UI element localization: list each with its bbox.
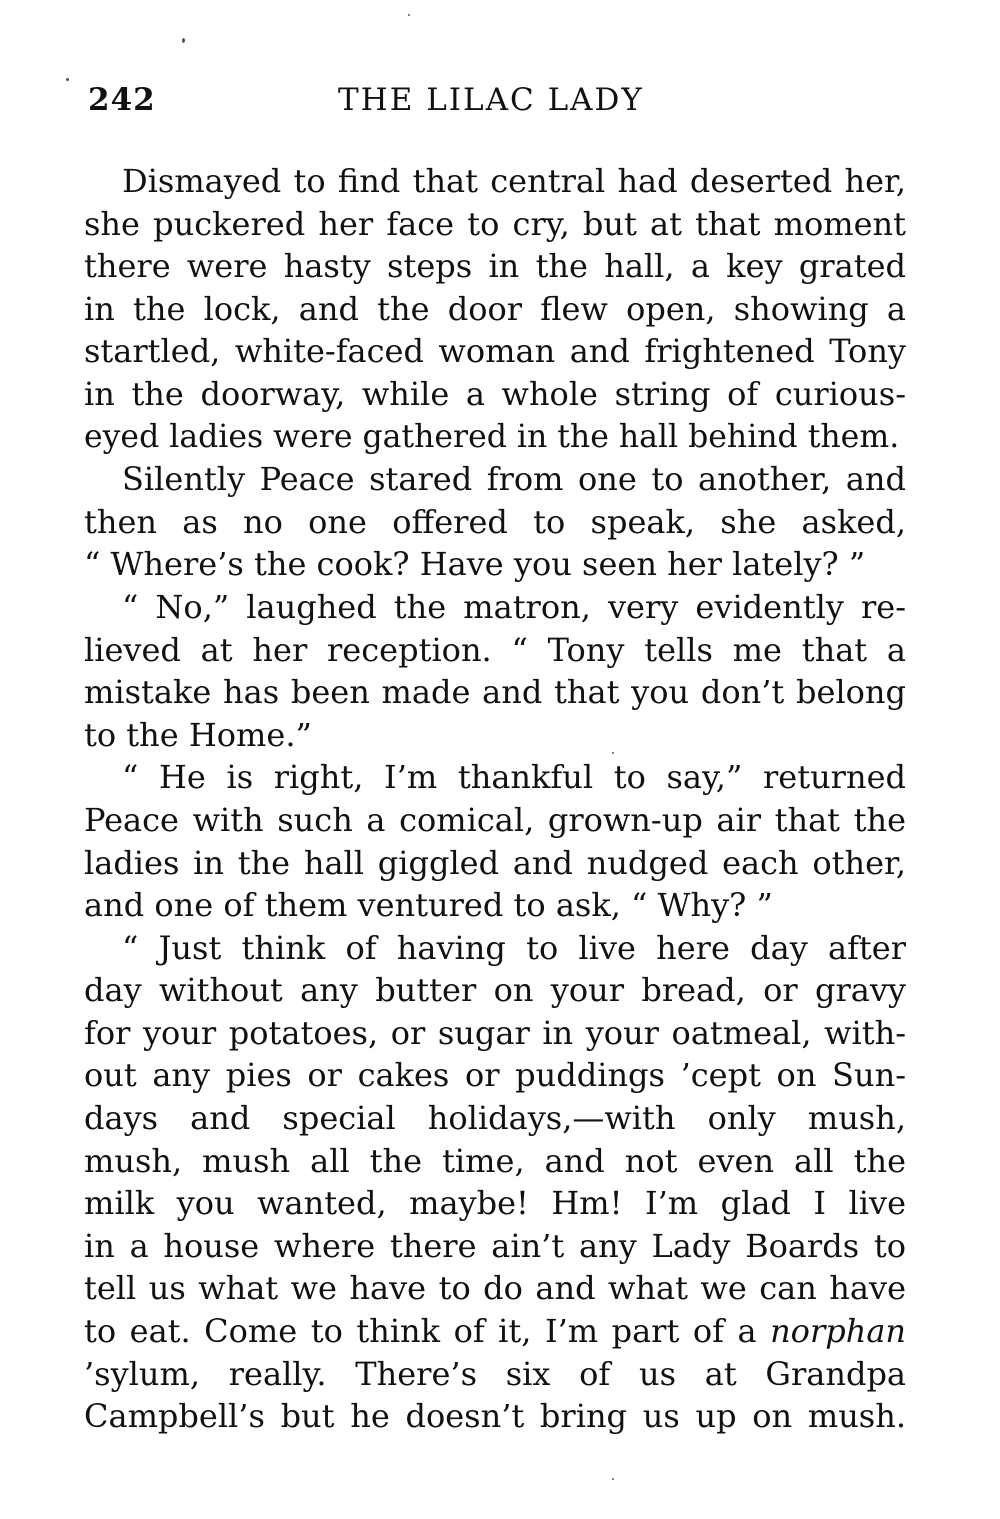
- text-line: [84, 1225, 906, 1268]
- text-line-content: “ Just think of having to live here day after: [122, 928, 906, 967]
- text-line: [84, 1097, 906, 1140]
- text-line: [84, 203, 906, 246]
- text-line-content: Campbell’s but he doesn’t bring us up on mush.: [84, 1397, 906, 1436]
- text-line-content: for your potatoes, or sugar in your oatmeal, with-: [84, 1013, 906, 1052]
- body-text: [84, 160, 906, 1438]
- text-line-content: ladies in the hall giggled and nudged each other,: [84, 843, 906, 882]
- text-line: [84, 969, 906, 1012]
- text-line-content: “ He is right, I’m thankful to say,” returned: [122, 758, 906, 797]
- text-line: [84, 756, 906, 799]
- text-line-content: tell us what we have to do and what we can have: [84, 1269, 906, 1308]
- text-line: [84, 160, 906, 203]
- text-line-content: “ Where’s the cook? Have you seen her lately? ”: [84, 545, 866, 584]
- text-line: [84, 330, 906, 373]
- text-line: [84, 671, 906, 714]
- text-line-content: Silently Peace stared from one to another, and: [122, 460, 906, 499]
- text-line-content: ’sylum, really. There’s six of us at Grandpa: [84, 1354, 906, 1393]
- text-line-content: day without any butter on your bread, or gravy: [84, 971, 906, 1010]
- italic-word: norphan: [770, 1312, 906, 1351]
- text-line-content: in the doorway, while a whole string of curious-: [84, 374, 906, 413]
- text-line: [84, 1353, 906, 1396]
- text-line: [84, 416, 906, 459]
- text-line-content: she puckered her face to cry, but at that moment: [84, 204, 906, 243]
- text-line: [84, 714, 906, 757]
- text-line-content: startled, white-faced woman and frightened Tony: [84, 332, 906, 371]
- text-line: [84, 543, 906, 586]
- text-line: [84, 501, 906, 544]
- print-speck: [612, 752, 614, 754]
- text-line: [84, 629, 906, 672]
- page-header: [88, 82, 908, 132]
- text-line-content: to the Home.”: [84, 715, 312, 754]
- text-line-content: then as no one offered to speak, she asked,: [84, 502, 906, 541]
- text-line: [84, 1267, 906, 1310]
- text-line-content: out any pies or cakes or puddings ’cept on Sun-: [84, 1056, 906, 1095]
- text-line-content: “ No,” laughed the matron, very evidently re-: [122, 587, 906, 626]
- text-line: [84, 245, 906, 288]
- text-line-content: in the lock, and the door flew open, showing a: [84, 289, 906, 328]
- text-line-content: Dismayed to find that central had deserted her,: [122, 162, 906, 200]
- text-line-content: milk you wanted, maybe! Hm! I’m glad I live: [84, 1184, 906, 1223]
- text-line-content: to eat. Come to think of it, I’m part of a: [84, 1312, 757, 1351]
- text-line: [84, 927, 906, 970]
- text-line-content: there were hasty steps in the hall, a key grated: [84, 247, 906, 286]
- text-line-content: Peace with such a comical, grown-up air that the: [84, 800, 906, 839]
- running-title: THE LILAC LADY: [338, 82, 644, 118]
- text-line: [84, 799, 906, 842]
- text-line-content: eyed ladies were gathered in the hall behind them.: [84, 418, 900, 455]
- text-line-content: days and special holidays,—with only mush,: [84, 1099, 906, 1138]
- text-line-content: in a house where there ain’t any Lady Boards to: [84, 1226, 906, 1265]
- text-line: [84, 1012, 906, 1055]
- print-speck: [66, 78, 69, 81]
- print-speck: [182, 38, 185, 43]
- print-speck: [408, 14, 410, 16]
- text-line-content: mistake has been made and that you don’t belong: [84, 673, 906, 712]
- text-line: [84, 842, 906, 885]
- text-line: [84, 373, 906, 416]
- text-line: [84, 1310, 906, 1353]
- print-speck: [612, 1478, 614, 1480]
- text-line: [84, 1140, 906, 1183]
- text-line: [84, 288, 906, 331]
- text-line: [84, 1182, 906, 1225]
- text-line: [84, 1054, 906, 1097]
- text-line: [84, 1395, 906, 1438]
- text-line-content: mush, mush all the time, and not even all the: [84, 1141, 906, 1180]
- text-line: [84, 458, 906, 501]
- text-line: [84, 586, 906, 629]
- page-number: 242: [88, 82, 156, 118]
- text-line-content: lieved at her reception. “ Tony tells me that a: [84, 630, 906, 669]
- text-line-content: and one of them ventured to ask, “ Why? ”: [84, 886, 773, 925]
- text-line: [84, 884, 906, 927]
